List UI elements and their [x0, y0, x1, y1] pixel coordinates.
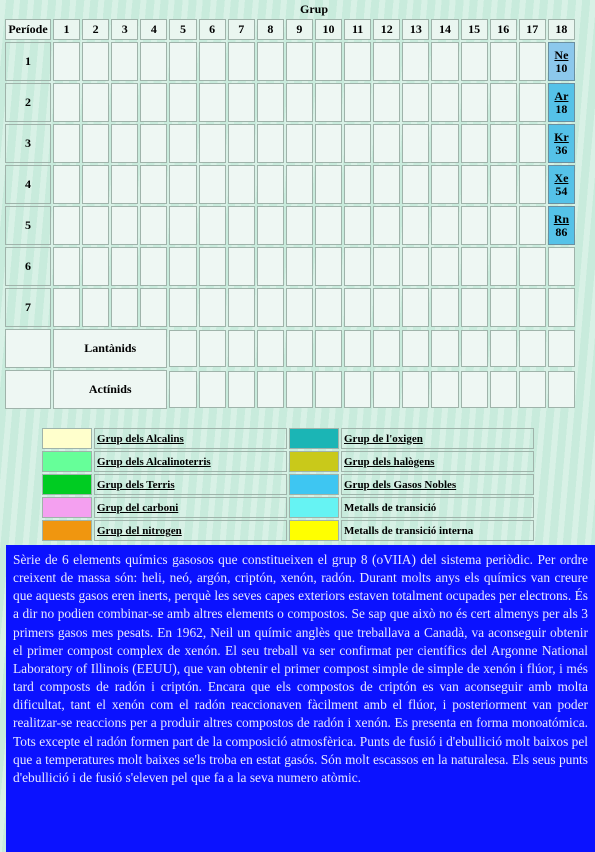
empty-cell [519, 124, 546, 163]
empty-cell [519, 371, 546, 408]
empty-cell [548, 371, 575, 408]
element-cell[interactable] [548, 124, 575, 163]
empty-cell [199, 124, 226, 163]
lanthanides-cells [169, 329, 575, 368]
empty-cell [461, 247, 488, 286]
empty-cell [199, 83, 226, 122]
empty-cell [373, 330, 400, 367]
legend-swatch [42, 451, 92, 472]
empty-cell [286, 247, 313, 286]
lanthanides-label: Lantànids [53, 329, 167, 368]
empty-cell [286, 124, 313, 163]
empty-cell [286, 371, 313, 408]
empty-cell [228, 330, 255, 367]
empty-cell [402, 165, 429, 204]
empty-cell [82, 83, 109, 122]
empty-cell [169, 83, 196, 122]
empty-cell [373, 124, 400, 163]
legend-swatch [42, 520, 92, 541]
empty-cell [53, 42, 80, 81]
empty-cell [53, 83, 80, 122]
period-row [5, 124, 575, 163]
legend-swatch [42, 428, 92, 449]
empty-cell [402, 330, 429, 367]
element-symbol-link[interactable]: Ar [554, 88, 569, 103]
group-number: 8 [257, 19, 284, 40]
empty-cell [53, 206, 80, 245]
group-number: 14 [431, 19, 458, 40]
legend-link[interactable]: Grup dels Alcalins [94, 428, 287, 449]
group-number: 2 [82, 19, 109, 40]
periodic-table [3, 0, 577, 411]
empty-cell [257, 165, 284, 204]
empty-cell [199, 42, 226, 81]
empty-cell [490, 330, 517, 367]
empty-cell [490, 83, 517, 122]
empty-cell [169, 42, 196, 81]
empty-cell [169, 247, 196, 286]
atomic-number: 18 [555, 101, 568, 116]
group-number: 9 [286, 19, 313, 40]
empty-cell [111, 288, 138, 327]
period-row [5, 288, 575, 327]
group-number: 15 [461, 19, 488, 40]
empty-cell [461, 371, 488, 408]
empty-cell [461, 124, 488, 163]
empty-cell [402, 247, 429, 286]
group-number: 3 [111, 19, 138, 40]
empty-cell [315, 206, 342, 245]
empty-cell [286, 330, 313, 367]
period-number: 1 [5, 42, 51, 81]
empty-cell [140, 42, 167, 81]
empty-cell [315, 165, 342, 204]
group-number: 13 [402, 19, 429, 40]
empty-cell [461, 42, 488, 81]
empty-cell [82, 247, 109, 286]
empty-cell [228, 165, 255, 204]
legend [40, 426, 536, 543]
empty-cell [169, 206, 196, 245]
empty-cell [169, 124, 196, 163]
group-number: 11 [344, 19, 371, 40]
empty-cell [140, 124, 167, 163]
empty-cell [431, 83, 458, 122]
element-symbol-link[interactable]: Ne [554, 47, 569, 62]
lanthanides-row [5, 329, 575, 368]
empty-cell [373, 247, 400, 286]
empty-cell [53, 165, 80, 204]
legend-link[interactable]: Grup dels halògens [341, 451, 534, 472]
empty-cell [490, 288, 517, 327]
empty-cell [431, 124, 458, 163]
legend-swatch [289, 497, 339, 518]
empty-cell [140, 247, 167, 286]
empty-cell [286, 288, 313, 327]
element-cell[interactable] [548, 42, 575, 81]
empty-cell [257, 247, 284, 286]
empty-cell [490, 371, 517, 408]
empty-cell [373, 165, 400, 204]
period-row [5, 42, 575, 81]
empty-cell [5, 370, 51, 409]
empty-cell [5, 329, 51, 368]
empty-cell [461, 288, 488, 327]
empty-cell [519, 83, 546, 122]
empty-cell [286, 42, 313, 81]
empty-cell [344, 206, 371, 245]
legend-link[interactable]: Grup dels Terris [94, 474, 287, 495]
empty-cell [373, 371, 400, 408]
empty-cell [315, 42, 342, 81]
empty-cell [461, 330, 488, 367]
atomic-number: 36 [555, 142, 568, 157]
empty-cell [402, 42, 429, 81]
empty-cell [344, 124, 371, 163]
empty-cell [344, 247, 371, 286]
legend-link[interactable]: Grup dels Gasos Nobles [341, 474, 534, 495]
empty-cell [373, 83, 400, 122]
empty-cell [519, 330, 546, 367]
group-number: 6 [199, 19, 226, 40]
period-number: 6 [5, 247, 51, 286]
empty-cell [402, 288, 429, 327]
legend-swatch [289, 474, 339, 495]
empty-cell [402, 371, 429, 408]
period-number: 5 [5, 206, 51, 245]
empty-cell [490, 206, 517, 245]
empty-cell [373, 42, 400, 81]
empty-cell [519, 206, 546, 245]
empty-cell [315, 247, 342, 286]
empty-cell [344, 288, 371, 327]
empty-cell [461, 165, 488, 204]
period-row [5, 83, 575, 122]
group-number: 12 [373, 19, 400, 40]
empty-cell [257, 124, 284, 163]
empty-cell [431, 165, 458, 204]
empty-cell [257, 371, 284, 408]
empty-cell [257, 42, 284, 81]
group-header-row [5, 19, 575, 40]
group-number: 16 [490, 19, 517, 40]
empty-cell [82, 206, 109, 245]
legend-label: Metalls de transició [341, 497, 534, 518]
period-number: 3 [5, 124, 51, 163]
empty-cell [257, 288, 284, 327]
empty-cell [53, 247, 80, 286]
empty-cell [82, 288, 109, 327]
empty-cell [228, 288, 255, 327]
legend-link[interactable]: Grup dels Alcalinoterris [94, 451, 287, 472]
empty-cell [228, 83, 255, 122]
legend-swatch [289, 520, 339, 541]
empty-cell [315, 371, 342, 408]
empty-cell [286, 83, 313, 122]
empty-cell [228, 124, 255, 163]
empty-cell [169, 165, 196, 204]
period-number: 7 [5, 288, 51, 327]
empty-cell [140, 165, 167, 204]
empty-cell [111, 42, 138, 81]
empty-cell [431, 330, 458, 367]
empty-cell [490, 165, 517, 204]
empty-cell [140, 83, 167, 122]
empty-cell [344, 330, 371, 367]
empty-cell [257, 206, 284, 245]
period-number: 2 [5, 83, 51, 122]
element-cell[interactable] [548, 83, 575, 122]
empty-cell [490, 42, 517, 81]
actinides-label: Actínids [53, 370, 167, 409]
empty-cell [257, 83, 284, 122]
empty-cell [431, 42, 458, 81]
empty-cell [199, 165, 226, 204]
empty-cell [53, 124, 80, 163]
empty-cell [111, 206, 138, 245]
legend-swatch [289, 428, 339, 449]
empty-cell [344, 165, 371, 204]
empty-cell [140, 206, 167, 245]
empty-cell [169, 330, 196, 367]
empty-cell [315, 124, 342, 163]
empty-cell [344, 83, 371, 122]
group-number: 18 [548, 19, 575, 40]
element-symbol-link[interactable]: Kr [554, 129, 569, 144]
empty-cell [461, 83, 488, 122]
legend-swatch [42, 497, 92, 518]
empty-cell [111, 83, 138, 122]
empty-cell [140, 288, 167, 327]
period-row [5, 206, 575, 245]
empty-cell [199, 206, 226, 245]
empty-cell [82, 42, 109, 81]
empty-cell [519, 165, 546, 204]
actinides-row [5, 370, 575, 409]
empty-cell [519, 247, 546, 286]
atomic-number: 10 [555, 60, 568, 75]
empty-cell [53, 288, 80, 327]
empty-cell [548, 288, 575, 327]
empty-cell [490, 247, 517, 286]
empty-cell [199, 330, 226, 367]
empty-cell [169, 371, 196, 408]
empty-cell [548, 247, 575, 286]
empty-cell [315, 330, 342, 367]
empty-cell [315, 83, 342, 122]
legend-label: Metalls de transició interna [341, 520, 534, 541]
empty-cell [519, 288, 546, 327]
description-text: Sèrie de 6 elements químics gasosos que constitueixen el grup 8 (oVIIA) del sistema periòdic. Per ordre creixent de massa són: heli, neó, argón, criptón, xenón, radón. Durant molts anys els químics van creure que aquests gasos eren inerts, perquè les seves capes exteriors estaven totalment ocupades per electrons. És a dir no podien combinar-se amb altres elements o compostos. Se sap que això no és cert almenys per als 3 primers gasos mes pesats. En 1962, Neil un químic anglès que treballava a Canadà, va aconseguir obtenir el primer compost complex de xenón. El seu treball va ser confirmat per científics del Argonne National Laboratory of Illinois (EEUU), que van obtenir el primer compost simple de simple de xenón i flúor, i més tard composts de radón i criptón. Encara que els compostos de criptón es van aconseguir amb molta dificultat, tant el xenón com el radón reaccionaven fàcilment amb el flúor, i posteriorment van poder realitzar-se reaccions per a produir altres compostos de radón i xenón. Es presenta en forma monoatómica. Tots excepte el radón formen part de la composició atmosfèrica. Punts de fusió i d'ebullició molt baixos pel que a temperatures molt baixes se'ls troba en estat gasós. Són molt escassos en la naturalesa. Els seus punts d'ebullició i de fusió s'eleven pel que fa a la seva numero atòmic. [6, 545, 595, 852]
legend-swatch [42, 474, 92, 495]
empty-cell [111, 247, 138, 286]
element-cell[interactable] [548, 206, 575, 245]
empty-cell [431, 206, 458, 245]
empty-cell [315, 288, 342, 327]
empty-cell [111, 165, 138, 204]
legend-link[interactable]: Grup de l'oxigen [341, 428, 534, 449]
legend-swatch [289, 451, 339, 472]
empty-cell [228, 206, 255, 245]
empty-cell [111, 124, 138, 163]
empty-cell [402, 83, 429, 122]
empty-cell [199, 371, 226, 408]
element-symbol-link[interactable]: Rn [553, 211, 570, 226]
empty-cell [199, 288, 226, 327]
actinides-cells [169, 370, 575, 409]
empty-cell [490, 124, 517, 163]
periode-header: Període [5, 19, 51, 40]
grup-title: Grup [299, 2, 328, 16]
empty-cell [169, 288, 196, 327]
atomic-number: 86 [555, 224, 568, 239]
empty-cell [228, 42, 255, 81]
empty-cell [519, 42, 546, 81]
empty-cell [199, 247, 226, 286]
empty-cell [461, 206, 488, 245]
empty-cell [548, 330, 575, 367]
empty-cell [431, 371, 458, 408]
empty-cell [286, 165, 313, 204]
period-row [5, 165, 575, 204]
empty-cell [373, 206, 400, 245]
group-number: 10 [315, 19, 342, 40]
empty-cell [402, 206, 429, 245]
empty-cell [228, 371, 255, 408]
group-number: 4 [140, 19, 167, 40]
empty-cell [228, 247, 255, 286]
element-symbol-link[interactable]: Xe [554, 170, 569, 185]
empty-cell [82, 124, 109, 163]
empty-cell [286, 206, 313, 245]
element-cell[interactable] [548, 165, 575, 204]
empty-cell [402, 124, 429, 163]
empty-cell [431, 288, 458, 327]
legend-link[interactable]: Grup del nitrogen [94, 520, 287, 541]
empty-cell [373, 288, 400, 327]
group-number: 5 [169, 19, 196, 40]
period-row [5, 247, 575, 286]
empty-cell [344, 371, 371, 408]
group-number: 7 [228, 19, 255, 40]
legend-link[interactable]: Grup del carboni [94, 497, 287, 518]
empty-cell [344, 42, 371, 81]
empty-cell [431, 247, 458, 286]
empty-cell [257, 330, 284, 367]
group-number: 1 [53, 19, 80, 40]
empty-cell [82, 165, 109, 204]
atomic-number: 54 [555, 183, 568, 198]
period-number: 4 [5, 165, 51, 204]
group-number: 17 [519, 19, 546, 40]
